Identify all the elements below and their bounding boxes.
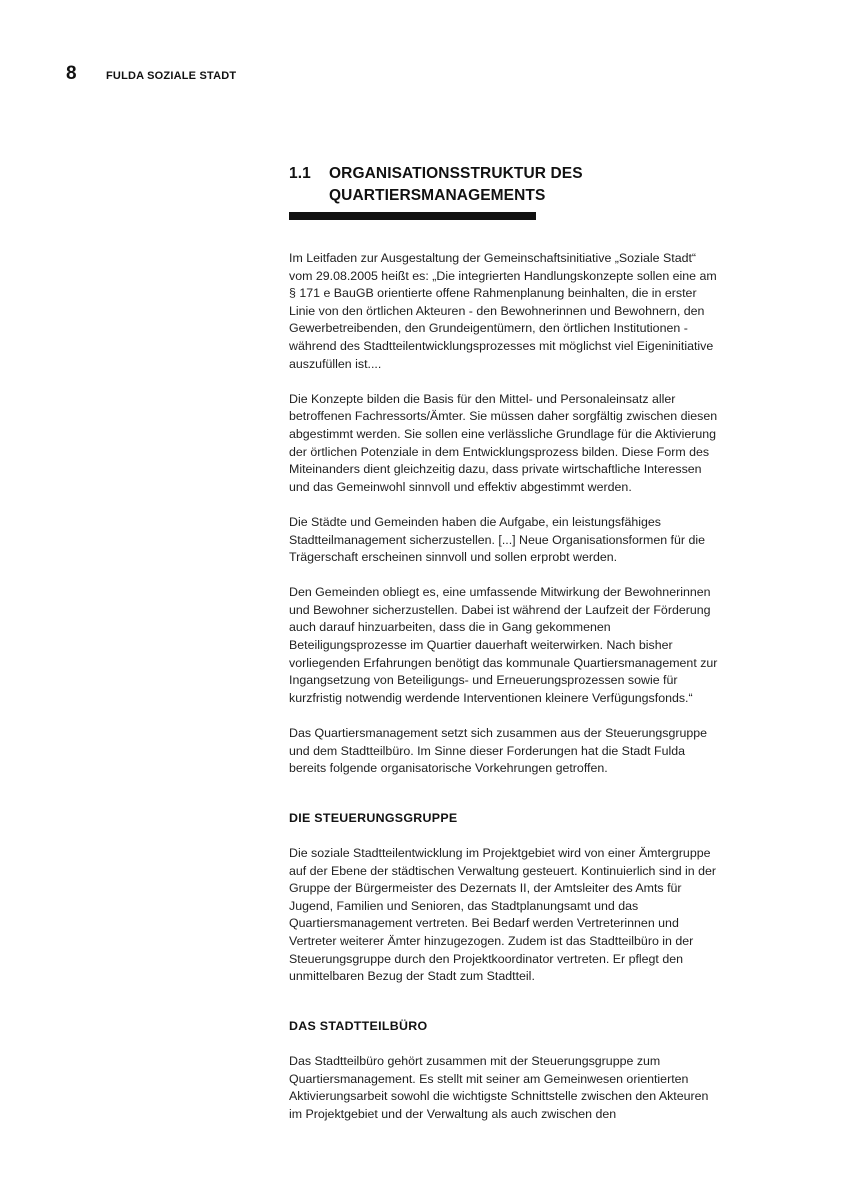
paragraph: Die Konzepte bilden die Basis für den Mittel- und Personaleinsatz aller betroffenen Fachressorts/Ämter. Sie müssen daher sorgfältig zwischen diesen abgestimmt werden. Sie sollen eine verlässliche Grundlage für die Aktivierung der örtlichen Potenziale in dem Entwicklungsprozess bilden. Diese Form des Miteinanders dient gleichzeitig dazu, dass private wirtschaftliche Interessen und das Gemeinwohl sinnvoll und effektiv abgestimmt werden. bbox=[289, 391, 718, 494]
subheading-stadtteilbuero: DAS STADTTEILBÜRO bbox=[289, 1018, 428, 1033]
paragraph: Das Quartiersmanagement setzt sich zusammen aus der Steuerungsgruppe und dem Stadtteilbüro. Im Sinne dieser Forderungen hat die Stadt Fulda bereits folgende organisatorische Vorkehrungen getroffen. bbox=[289, 726, 708, 776]
page-number: 8 bbox=[66, 63, 77, 84]
paragraph: Den Gemeinden obliegt es, eine umfassende Mitwirkung der Bewohnerinnen und Bewohner sicherzustellen. Dabei ist während der Laufzeit der Förderung auch darauf hinzuarbeiten, dass die in Gang gekommenen Beteiligungsprozesse im Quartier dauerhaft weiterwirken. Nach bisher vorliegenden Erfahrungen benötigt das kommunale Quartiersmanagement zur Ingangsetzung von Beteiligungs- und Erneuerungsprozessen sowie für kurzfristig notwendig werdende Interventionen kleinere Verfügungsfonds.“ bbox=[289, 585, 718, 705]
paragraph-stadtteilbuero: Das Stadtteilbüro gehört zusammen mit der Steuerungsgruppe zum Quartiersmanagement. Es stellt mit seiner am Gemeinwesen orientierten Aktivierungsarbeit sowohl die wichtigste Schnittstelle zwischen den Akteuren im Projektgebiet und der Verwaltung als auch zwischen den bbox=[289, 1053, 709, 1121]
subheading-steuerungsgruppe: DIE STEUERUNGSGRUPPE bbox=[289, 810, 458, 825]
section-title bbox=[329, 163, 583, 207]
section-number: 1.1 bbox=[289, 165, 311, 182]
paragraph-steuerungsgruppe: Die soziale Stadtteilentwicklung im Projektgebiet wird von einer Ämtergruppe auf der Ebene der städtischen Verwaltung gesteuert. Kontinuierlich sind in der Gruppe der Bürgermeister des Dezernats II, der Amtsleiter des Amts für Jugend, Familien und Senioren, das Stadtplanungsamt und das Quartiersmanagement vertreten. Bei Bedarf werden Vertreterinnen und Vertreter weiterer Ämter hinzugezogen. Zudem ist das Stadtteilbüro in der Steuerungsgruppe durch den Projektkoordinator vertreten. Er pflegt den unmittelbaren Bezug der Stadt zum Stadtteil. bbox=[289, 846, 717, 984]
main-content bbox=[289, 163, 719, 1123]
section-heading bbox=[289, 163, 719, 207]
running-title: FULDA SOZIALE STADT bbox=[106, 70, 237, 82]
paragraph: Im Leitfaden zur Ausgestaltung der Gemeinschaftsinitiative „Soziale Stadt“ vom 29.08.2005 heißt es: „Die integrierten Handlungskonzepte sollen eine am § 171 e BauGB orientierte offene Rahmenplanung beinhalten, die in erster Linie von den örtlichen Akteuren - den Bewohnerinnen und Bewohnern, den Gewerbetreibenden, den Grundeigentümern, den örtlichen Institutionen - während des Stadtteilentwicklungsprozesses mit möglichst viel Eigeninitiative auszufüllen ist.... bbox=[289, 251, 717, 371]
section-title-line1: ORGANISATIONSSTRUKTUR DES bbox=[329, 165, 583, 182]
page-header bbox=[66, 63, 236, 85]
body-text bbox=[289, 250, 719, 1123]
paragraph: Die Städte und Gemeinden haben die Aufgabe, ein leistungsfähiges Stadtteilmanagement sicherzustellen. [...] Neue Organisationsformen für die Trägerschaft erscheinen sinnvoll und sollen erprobt werden. bbox=[289, 514, 705, 565]
heading-rule bbox=[289, 212, 536, 220]
section-title-line2: QUARTIERSMANAGEMENTS bbox=[329, 187, 546, 204]
